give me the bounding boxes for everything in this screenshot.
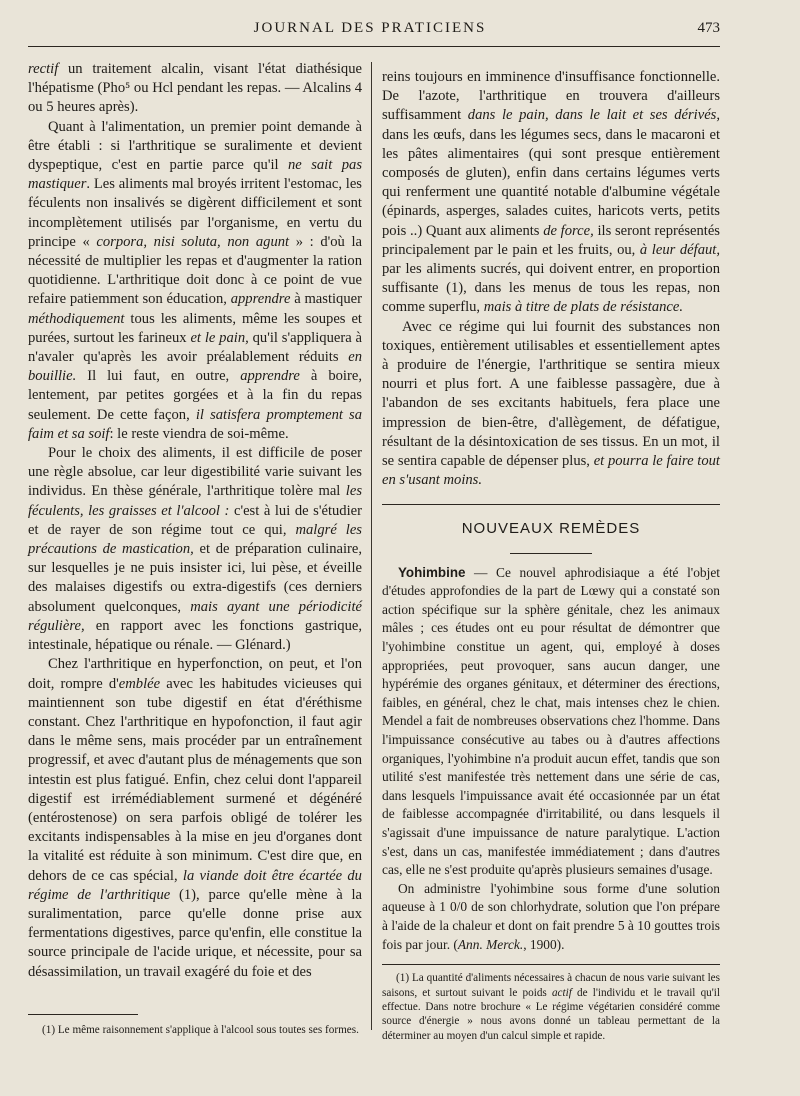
text: à boire, lentement, par petites gorgées et à la fin du repas seulement. De cette façon,	[28, 368, 362, 423]
text: , 1900).	[523, 936, 565, 952]
text: avec les habitudes vicieuses qui maintiennent son tube digestif en état d'éréthisme constant. Chez l'arthritique en hypofonction, il faut agir dans le même sens, mais procéder par un entraînement progressif, et avec d'autant plus de ménagements que son intestin est plus fatigué. Enfin, chez celui dont l'appareil digestif est irrémédiablement surmené et dégénéré (entérostenose) on sera parfois obligé de tolérer les excitants indispensables à la mise en jeu d'organes dont la vitalité est réduite à son minimum. C'est dire que, en dehors de ce cas spécial,	[28, 675, 362, 884]
emphasis: il satisfera promptement sa faim et sa soif	[28, 406, 362, 442]
text: : le reste viendra de soi-même.	[109, 425, 289, 442]
footnote-rule	[28, 1014, 138, 1015]
emphasis: rectif	[28, 61, 59, 77]
left-column	[28, 60, 362, 982]
text: — Ce nouvel aphrodisiaque a été l'objet d'études approfondies de la part de Lœwy qui a constaté son action spécifique sur la sphère génitale, chez les animaux mâles ; ces études ont eu pour résultat de démontrer que l'yohimbine constitue un agent, qui, employé à doses appropriées, peut provoquer, sans aucun danger, une hypérémie des organes génitaux, et déterminer des érections, faibles, en général, chez le chat, mais intenses chez le chien. Mendel a fait de nombreuses observations chez l'homme. Dans l'impuissance consécutive au tabes ou à d'autres affections organiques, l'yohimbine n'a produit aucun effet, tandis que son utilité s'est manifestée très nettement dans une série de cas, dans lesquels l'impuissance avait été occasionnée par un état de faiblesse accompagnée d'irritabilité, ou dans lesquels il s'agissait d'une impuissance de nature paralytique. L'action s'est, dans un cas, manifestée immédiatement ; dans d'autres cas, elle ne s'est produite qu'après plusieurs semaines d'usage.	[382, 564, 720, 878]
emphasis: malgré les précautions de mastication,	[28, 521, 362, 558]
paragraph	[28, 118, 362, 444]
text: et de préparation culinaire, sur lesquelles je ne puis insister ici, lui pèse, et éveille des malaises digestifs ou extra-digestifs (ces derniers absolument quelconques,	[28, 541, 363, 615]
emphasis: apprendre	[240, 368, 300, 385]
text: Pour le choix des aliments, il est difficile de poser une règle absolue, car leur digestibilité varie suivant les individus. En thèse générale, l'arthritique tolère mal	[28, 445, 362, 500]
text: On administre l'yohimbine sous forme d'une solution aqueuse à 1 0/0 de son chlorhydrate, solution que l'on prépare à l'aide de la chaleur et dont on fait prendre 5 à 10 gouttes trois fois par jour. (	[382, 880, 720, 952]
running-title: JOURNAL DES PRATICIENS	[253, 20, 487, 36]
text: c'est à lui de s'étudier et de rayer de son régime tout ce qui,	[28, 502, 362, 538]
header-rule	[28, 46, 720, 47]
section-title: NOUVEAUX REMÈDES	[461, 520, 641, 538]
emphasis: Ann. Merck.	[457, 936, 524, 952]
text: en rapport avec les fonctions gastrique, intestinale, hépatique ou rénale. — Glénard.)	[28, 617, 362, 654]
emphasis: mais ayant une périodicité régulière,	[28, 598, 362, 634]
text: reins toujours en imminence d'insuffisance fonctionnelle. De l'azote, l'arthritique en trouvera d'ailleurs suffisamment	[382, 69, 720, 124]
text: de l'individu et le travail qu'il effectue. Dans notre brochure « Le régime végétarien considéré comme source d'énergie » nous avons donné un tableau permettant de la déterminer au moyen d'un calcul simple et rapide.	[382, 986, 721, 1042]
emphasis: et le pain,	[190, 329, 249, 346]
emphasis: ne sait pas mastiquer	[28, 157, 362, 193]
emphasis: méthodiquement	[28, 310, 125, 327]
remedy-name: Yohimbine	[398, 564, 466, 580]
section-rule	[382, 504, 720, 505]
section-title-underline	[510, 553, 592, 554]
emphasis: apprendre	[230, 291, 291, 308]
emphasis: emblée	[118, 675, 161, 692]
paragraph	[382, 880, 720, 954]
text: à mastiquer	[290, 291, 362, 308]
paragraph	[382, 318, 720, 491]
text: par les aliments sucrés, qui doivent entrer, en proportion suffisante (1), dans les menus de tous les repas, non comme superflu,	[382, 261, 720, 316]
emphasis: dans le pain, dans le lait et ses dérivés,	[467, 107, 720, 124]
paragraph	[382, 564, 720, 880]
text: . Les aliments mal broyés irritent l'estomac, les féculents non insalivés se digèrent difficilement et sont incomplètement utilisés par l'organisme, en vertu du principe «	[28, 176, 362, 250]
text: tous les aliments, même les soupes et purées, surtout les farineux	[28, 310, 362, 346]
text: Chez l'arthritique en hyperfonction, on peut, et l'on doit, rompre d'	[28, 656, 362, 692]
footnote-rule	[382, 964, 720, 965]
text: (1), parce qu'elle mène à la suralimentation, parce qu'elle donne prise aux fermentations digestives, parce qu'enfin, elle constitue la source principale de l'acide urique, et nécessite, pour sa désassimilation, un travail exagéré du foie et des	[28, 886, 362, 980]
emphasis: et pourra le faire tout en s'usant moins.	[382, 453, 720, 489]
emphasis: en bouillie.	[28, 349, 362, 385]
column-divider	[371, 62, 372, 1030]
footnote	[382, 971, 720, 1043]
text: Avec ce régime qui lui fournit des substances non toxiques, entièrement utilisables et essentiellement aptes à produire de l'énergie, l'arthritique se sentira mieux nourri et plus fort. A une faiblesse passagère, due à l'abandon de ses excitants habituels, fera place une impression de bien-être, d'allègement, de défatigue, résultant de la désintoxication de ses tissus. En un mot, il se sentira capable de dépenser plus,	[382, 318, 720, 470]
paragraph	[28, 655, 362, 981]
left-footnote-block	[28, 1004, 362, 1037]
text: un traitement alcalin, visant l'état diathésique l'hépatisme (Pho⁵ ou Hcl pendant les repas. — Alcalins 4 ou 5 heures après).	[28, 61, 362, 116]
page-number: 473	[697, 20, 720, 36]
emphasis: de force,	[543, 222, 594, 239]
paragraph	[28, 60, 362, 118]
page-header	[20, 18, 720, 44]
paragraph	[28, 444, 362, 655]
emphasis: actif	[551, 986, 572, 999]
remedies-section	[382, 564, 720, 1044]
text: » : d'où la nécessité de multiplier les repas et d'augmenter la ration quotidienne. L'arthritique doit donc à ce point de vue refaire patiemment son éducation,	[28, 233, 362, 308]
emphasis: mais à titre de plats de résistance.	[483, 299, 684, 316]
right-column	[382, 68, 720, 1043]
footnote: (1) Le même raisonnement s'applique à l'alcool sous toutes ses formes.	[42, 1024, 359, 1036]
text: ils seront représentés principalement par le pain et les fruits, ou,	[382, 222, 720, 258]
emphasis: les féculents, les graisses et l'alcool :	[28, 483, 362, 519]
emphasis: la viande doit être écartée du régime de l'arthritique	[28, 867, 362, 903]
text: qu'il s'appliquera à n'avaler qu'après les avoir préalablement réduits	[28, 329, 362, 366]
emphasis: corpora, nisi soluta, non agunt	[96, 233, 290, 250]
text: Quant à l'alimentation, un premier point demande à être établi : si l'arthritique se suralimente et devient dyspeptique, c'est en partie parce qu'il	[28, 118, 362, 174]
emphasis: à leur défaut,	[639, 241, 720, 258]
text: dans les œufs, dans les légumes secs, dans le macaroni et les pâtes alimentaires (qui sont presque entièrement composés de gluten), enfin dans certains légumes verts qui renferment une quantité notable d'albumine végétale (épinards, asperges, salades cuites, haricots verts, petits pois ..) Quant aux aliments	[382, 126, 720, 239]
paragraph	[382, 68, 720, 318]
text: Il lui faut, en outre,	[76, 368, 241, 385]
text: (1) La quantité d'aliments nécessaires à chacun de nous varie suivant les saisons, et surtout suivant le poids	[382, 972, 720, 999]
